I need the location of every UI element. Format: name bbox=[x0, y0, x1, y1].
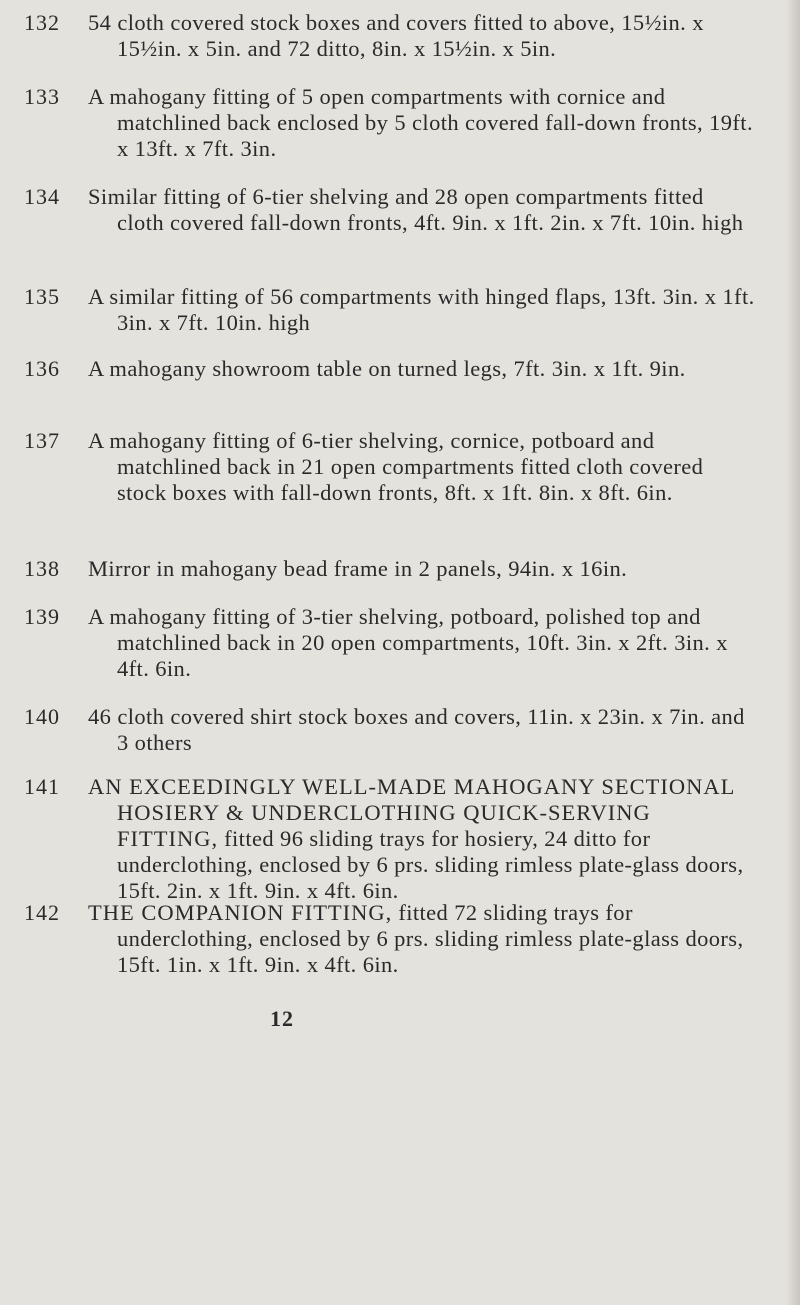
lot-description-rest: fitted 96 sliding trays for hosiery, 24 ditto for underclothing, enclosed by 6 prs. sliding rimless plate-glass doors, 15ft. 2in. x 1ft. 9in. x 4ft. 6in. bbox=[117, 826, 744, 903]
lot-number: 136 bbox=[24, 356, 60, 381]
lot-description: 46 cloth covered shirt stock boxes and covers, 11in. x 23in. x 7in. and 3 others bbox=[88, 704, 745, 755]
page-number: 12 bbox=[270, 1006, 294, 1031]
lot-description: A mahogany showroom table on turned legs, 7ft. 3in. x 1ft. 9in. bbox=[88, 356, 686, 381]
lot-description: A mahogany fitting of 3-tier shelving, potboard, polished top and matchlined back in 20 open compartments, 10ft. 3in. x 2ft. 3in. x 4ft. 6in. bbox=[88, 604, 728, 681]
lot-heading-caps: THE COMPANION FITTING, bbox=[88, 900, 393, 925]
lot-description bbox=[88, 774, 756, 904]
lot-description-rest: fitted 72 sliding trays for underclothing, enclosed by 6 prs. sliding rimless plate-glass doors, 15ft. 1in. x 1ft. 9in. x 4ft. 6in. bbox=[117, 900, 744, 977]
lot-number: 132 bbox=[24, 10, 60, 35]
page-edge-shadow bbox=[786, 0, 800, 1305]
lot-number: 141 bbox=[24, 774, 60, 799]
lot-number: 142 bbox=[24, 900, 60, 925]
lot-number: 140 bbox=[24, 704, 60, 729]
lot-number: 134 bbox=[24, 184, 60, 209]
lot-number: 135 bbox=[24, 284, 60, 309]
lot-description: Mirror in mahogany bead frame in 2 panels, 94in. x 16in. bbox=[88, 556, 628, 581]
lot-description: A mahogany fitting of 5 open compartments with cornice and matchlined back enclosed by 5 cloth covered fall-down fronts, 19ft. x 13ft. x 7ft. 3in. bbox=[88, 84, 753, 161]
lot-number: 137 bbox=[24, 428, 60, 453]
lot-description: A mahogany fitting of 6-tier shelving, cornice, potboard and matchlined back in 21 open compartments fitted cloth covered stock boxes with fall-down fronts, 8ft. x 1ft. 8in. x 8ft. 6in. bbox=[88, 428, 704, 505]
lot-heading-caps: AN EXCEEDINGLY WELL-MADE MAHOGANY SECTIONAL HOSIERY & UNDERCLOTHING QUICK-SERVING FITTING, bbox=[88, 774, 735, 851]
lot-description: A similar fitting of 56 compartments with hinged flaps, 13ft. 3in. x 1ft. 3in. x 7ft. 10in. high bbox=[88, 284, 755, 335]
lot-number: 133 bbox=[24, 84, 60, 109]
lot-description: Similar fitting of 6-tier shelving and 28 open compartments fitted cloth covered fall-down fronts, 4ft. 9in. x 1ft. 2in. x 7ft. 10in. high bbox=[88, 184, 744, 235]
lot-number: 139 bbox=[24, 604, 60, 629]
lot-description: 54 cloth covered stock boxes and covers fitted to above, 15½in. x 15½in. x 5in. and 72 ditto, 8in. x 15½in. x 5in. bbox=[88, 10, 704, 61]
lot-description bbox=[88, 900, 756, 978]
lot-number: 138 bbox=[24, 556, 60, 581]
